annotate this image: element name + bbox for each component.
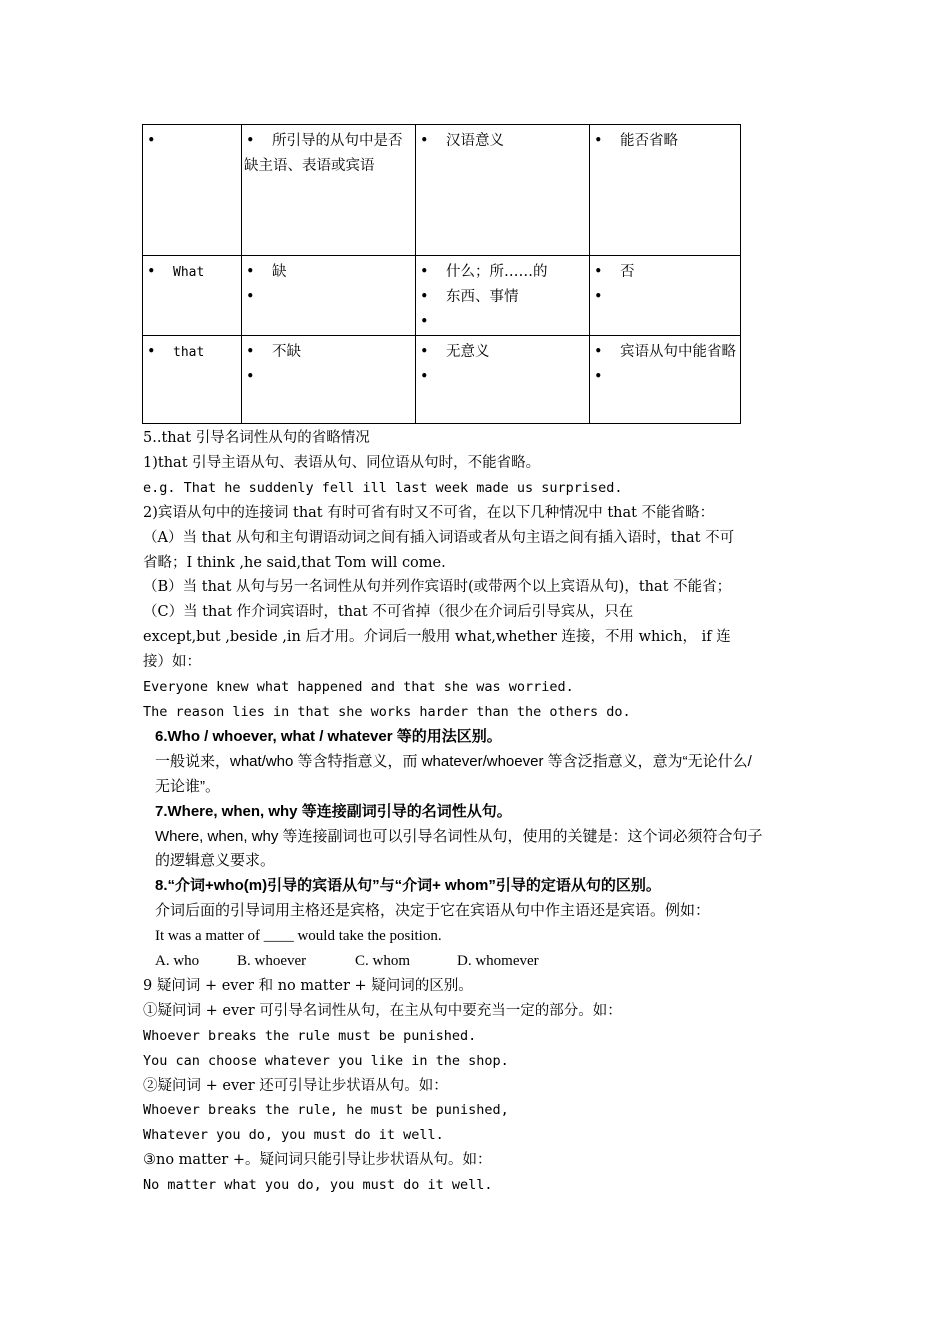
question-text: It was a matter of ____ would take the position. <box>155 928 442 945</box>
example-sentence: You can choose whatever you like in the shop. <box>143 1052 509 1069</box>
example-sentence: Whoever breaks the rule must be punished. <box>143 1027 477 1044</box>
bullet-item <box>244 340 413 365</box>
paragraph: （C）当 that 作介词宾语时，that 不可省掉（很少在介词后引导宾从，只在 <box>143 604 634 621</box>
example-sentence: The reason lies in that she works harder than the others do. <box>143 703 631 720</box>
table-cell <box>143 256 242 336</box>
row-omit: 否 <box>620 264 635 280</box>
paragraph: 介词后面的引导词用主格还是宾格，决定于它在宾语从句中作主语还是宾语。例如： <box>155 902 711 920</box>
paragraph: 省略；I think ,he said,that Tom will come. <box>143 554 446 571</box>
table-cell <box>416 256 590 336</box>
section-7-title: 7.Where, when, why 等连接副词引导的名词性从句。 <box>155 802 512 820</box>
table-cell <box>590 336 741 424</box>
table-row <box>143 256 741 336</box>
bullet-item <box>592 340 738 365</box>
paragraph: ③no matter +。疑问词只能引导让步状语从句。如： <box>143 1152 492 1169</box>
header-meaning-label: 汉语意义 <box>446 133 504 149</box>
table-header-cell <box>143 125 242 256</box>
paragraph: （B）当 that 从句与另一名词性从句并列作宾语时(或带两个以上宾语从句)，that 不能省； <box>143 579 732 596</box>
example-sentence: Whoever breaks the rule, he must be punished, <box>143 1102 509 1119</box>
bullet-item <box>592 129 738 154</box>
bullet-item <box>418 310 587 335</box>
paragraph: 接）如： <box>143 654 201 671</box>
example-sentence: e.g. That he suddenly fell ill last week made us surprised. <box>143 479 623 496</box>
answer-options <box>143 949 823 974</box>
section-8-title: 8.“介词+who(m)引导的宾语从句”与“介词+ whom”引导的定语从句的区别。 <box>155 877 661 895</box>
paragraph: Where, when, why 等连接副词也可以引导名词性从句，使用的关键是：这个词必须符合句子 <box>155 827 763 845</box>
document-body <box>143 426 823 1198</box>
bullet-item <box>244 365 413 390</box>
paragraph: ②疑问词 + ever 还可引导让步状语从句。如： <box>143 1077 448 1094</box>
table-cell <box>242 336 416 424</box>
row-word: that <box>173 345 205 360</box>
option-a: A. who <box>155 953 200 970</box>
option-d: D. whomever <box>457 953 539 970</box>
bullet-item <box>244 129 413 179</box>
example-sentence: No matter what you do, you must do it well. <box>143 1177 493 1194</box>
table-header-row <box>143 125 741 256</box>
comparison-table <box>142 124 741 424</box>
row-meaning: 东西、事情 <box>446 289 519 305</box>
example-sentence: Everyone knew what happened and that she was worried. <box>143 679 574 696</box>
table-header-cell <box>590 125 741 256</box>
paragraph: 2)宾语从句中的连接词 that 有时可省有时又不可省，在以下几种情况中 that 不能省略： <box>143 504 715 521</box>
table-header-cell <box>416 125 590 256</box>
paragraph: （A）当 that 从句和主句谓语动词之间有插入词语或者从句主语之间有插入语时，that 不可 <box>143 529 735 546</box>
bullet-item <box>145 129 239 154</box>
row-omit: 宾语从句中能省略 <box>620 344 736 360</box>
bullet-item <box>592 365 738 390</box>
paragraph: except,but ,beside ,in 后才用。介词后一般用 what,whether 连接，不用 which， if 连 <box>143 629 731 646</box>
row-missing: 不缺 <box>272 344 301 360</box>
question-sentence <box>143 924 823 949</box>
row-meaning: 什么；所……的 <box>446 264 548 280</box>
table-header-cell <box>242 125 416 256</box>
bullet-item <box>418 365 587 390</box>
bullet-item <box>592 285 738 310</box>
section-9-title: 9 疑问词 + ever 和 no matter + 疑问词的区别。 <box>143 977 473 994</box>
bullet-item <box>145 340 239 365</box>
section-6-title: 6.Who / whoever, what / whatever 等的用法区别。 <box>155 727 502 745</box>
paragraph: 一般说来，what/who 等含特指意义，而 whatever/whoever 等含泛指意义，意为“无论什么/ <box>155 752 752 770</box>
bullet-item <box>418 285 587 310</box>
paragraph: 的逻辑意义要求。 <box>155 852 276 870</box>
header-missing-label: 所引导的从句中是否缺主语、表语或宾语 <box>244 133 403 174</box>
bullet-item <box>418 260 587 285</box>
bullet-item <box>592 260 738 285</box>
bullet-item <box>418 340 587 365</box>
table-cell <box>590 256 741 336</box>
table-row <box>143 336 741 424</box>
paragraph: 1)that 引导主语从句、表语从句、同位语从句时，不能省略。 <box>143 454 541 471</box>
option-b: B. whoever <box>237 953 307 970</box>
bullet-item <box>244 260 413 285</box>
bullet-item <box>418 129 587 154</box>
paragraph: ①疑问词 + ever 可引导名词性从句，在主从句中要充当一定的部分。如： <box>143 1002 622 1019</box>
table-cell <box>242 256 416 336</box>
example-sentence: Whatever you do, you must do it well. <box>143 1127 444 1144</box>
bullet-item <box>244 285 413 310</box>
table-cell <box>416 336 590 424</box>
section-5-title: 5..that 引导名词性从句的省略情况 <box>143 430 370 446</box>
bullet-item <box>145 260 239 285</box>
header-omit-label: 能否省略 <box>620 133 678 149</box>
paragraph: 无论谁”。 <box>155 777 220 795</box>
table-cell <box>143 336 242 424</box>
row-meaning: 无意义 <box>446 344 490 360</box>
row-word: What <box>173 265 205 280</box>
option-c: C. whom <box>355 953 411 970</box>
row-missing: 缺 <box>272 264 287 280</box>
